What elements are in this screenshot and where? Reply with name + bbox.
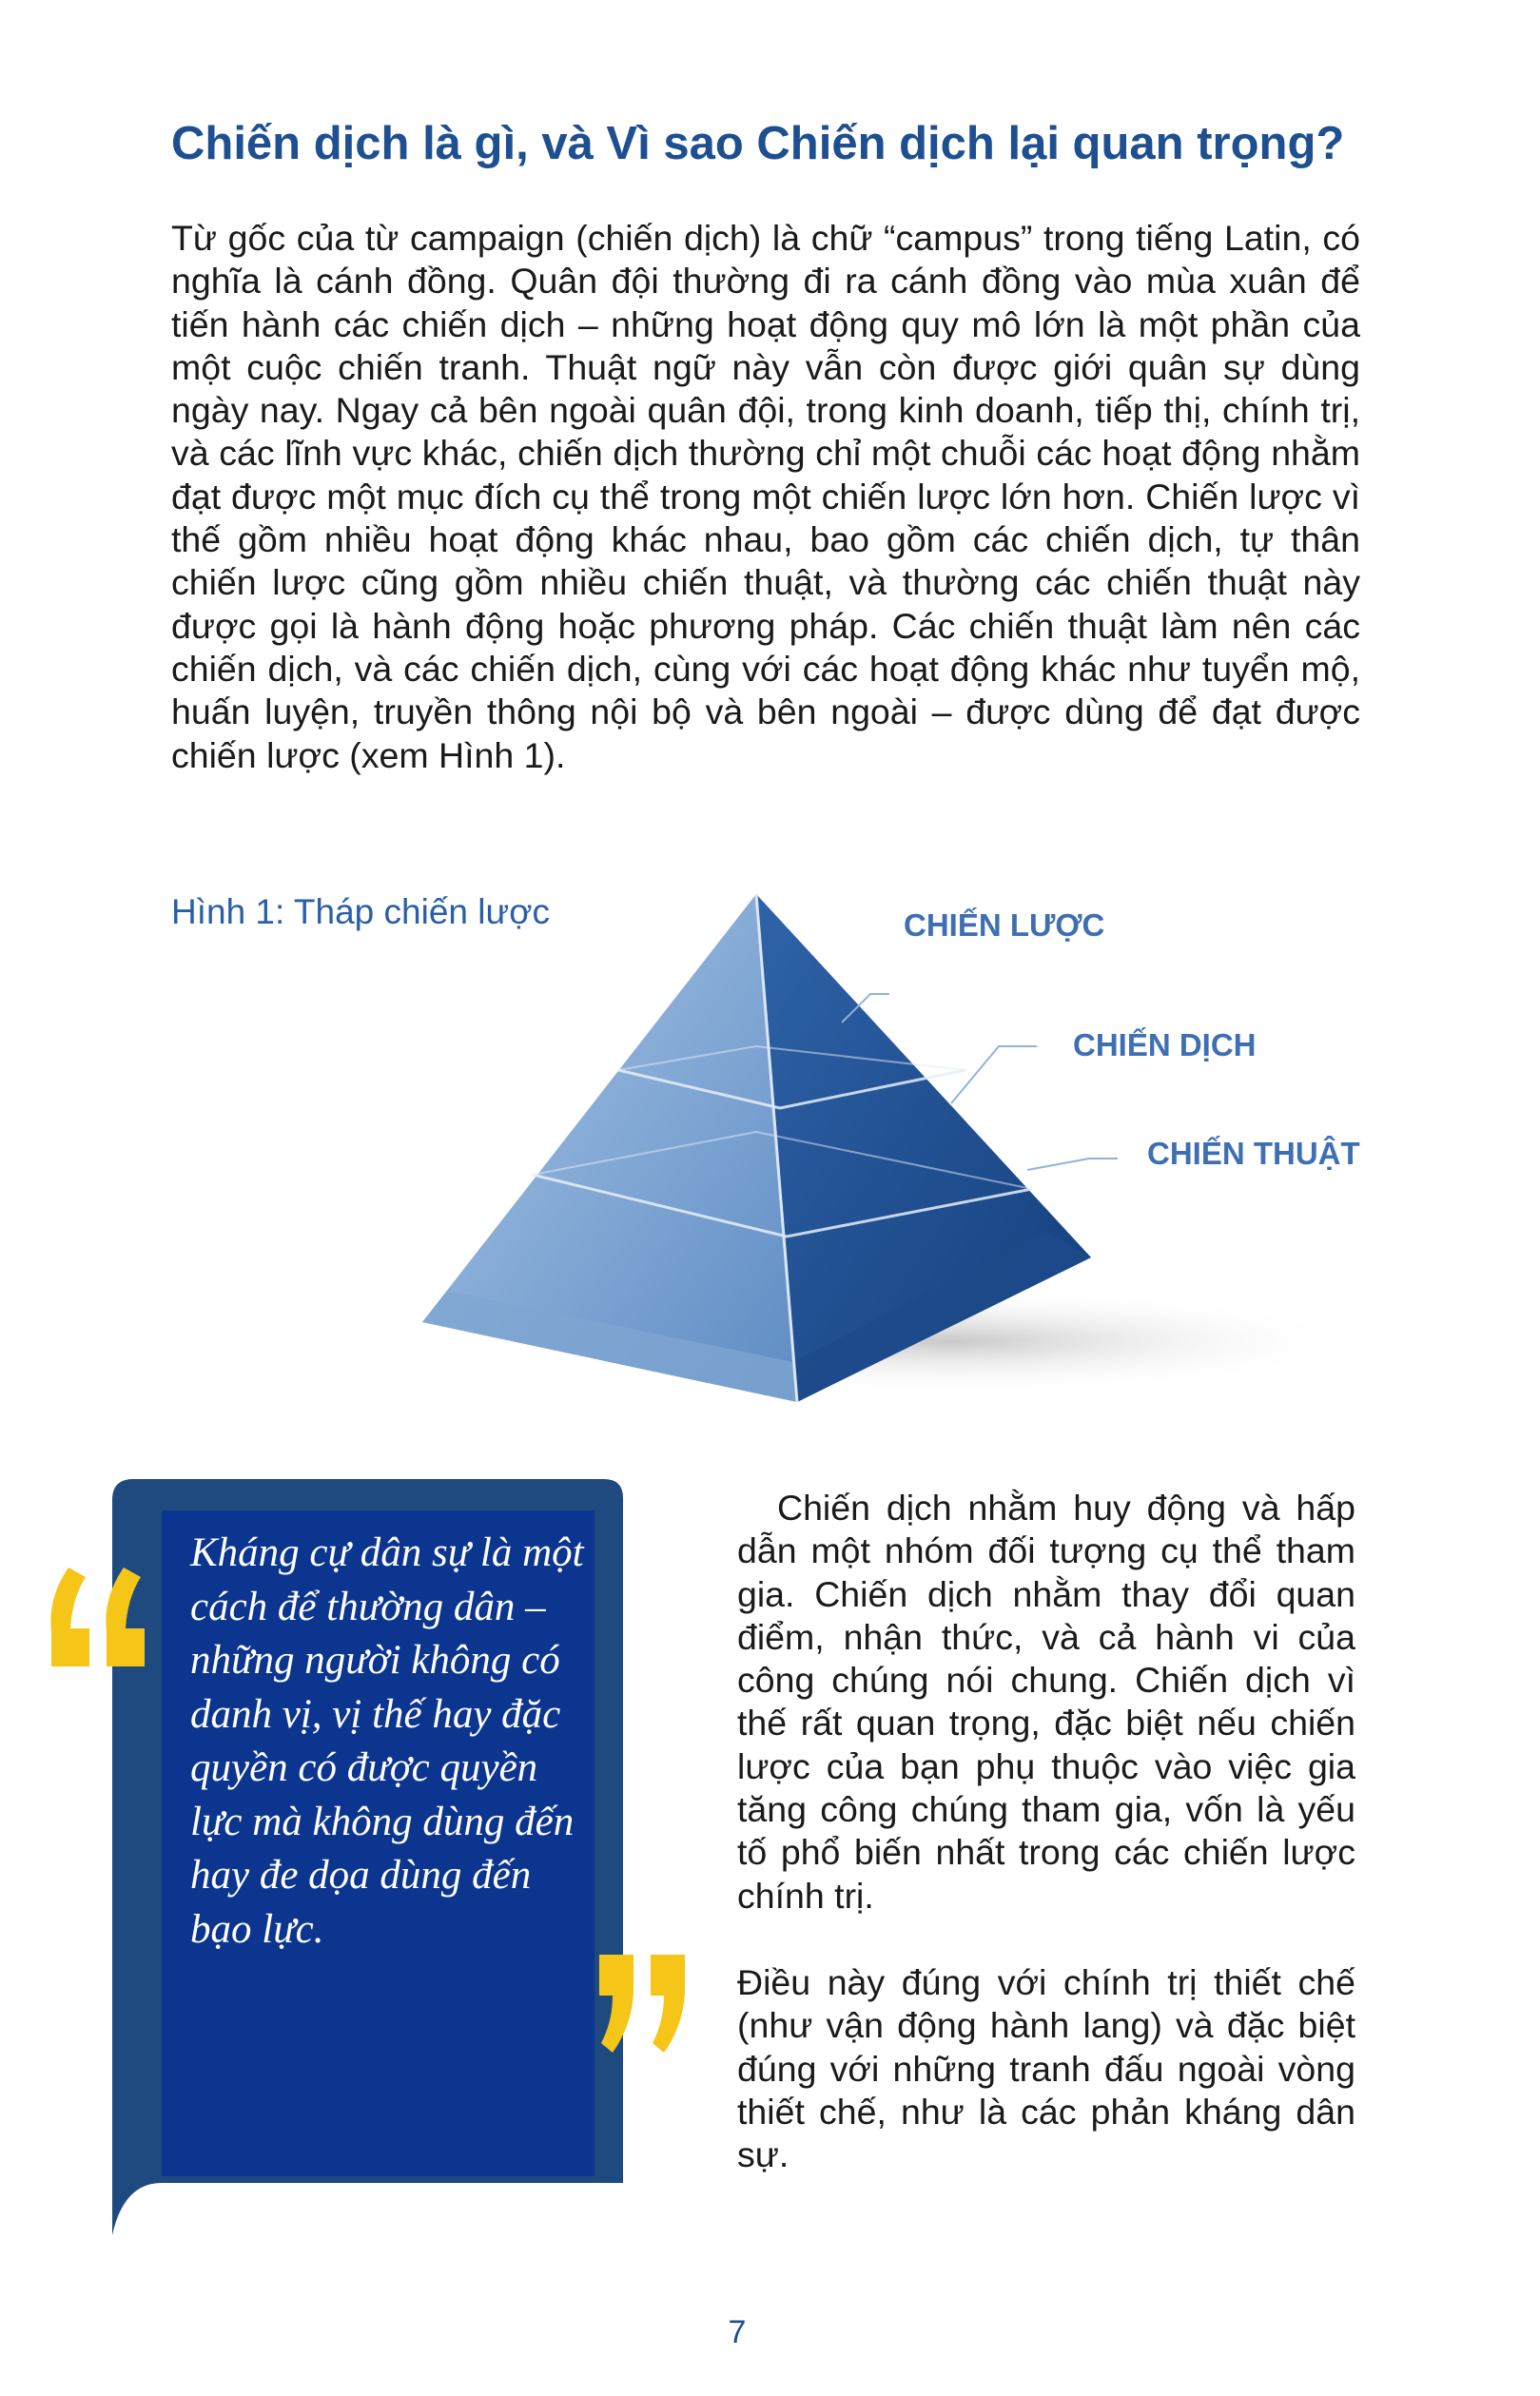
page-number: 7 [728,2314,747,2350]
body-paragraph-2: Điều này đúng với chính trị thiết chế (như vận động hành lang) và đặc biệt đúng với những tranh đấu ngoài vòng thiết chế, như là các phản kháng dân sự. [737,1962,1355,2175]
leader-line-campaign [951,1046,1037,1103]
label-strategy: CHIẾN LƯỢC [904,907,1105,943]
label-campaign: CHIẾN DỊCH [1073,1027,1257,1062]
figure-caption: Hình 1: Tháp chiến lược [171,892,551,931]
leader-line-tactic [1027,1159,1118,1170]
pull-quote-text: Kháng cự dân sự là một cách để thường dân – những người không có danh vị, vị thế hay đặc quyền có được quyền lực mà không dùng đến hay đe dọa dùng đến bạo lực. [190,1530,584,1952]
label-tactic: CHIẾN THUẬT [1147,1136,1360,1171]
open-quote-icon [40,1560,159,1674]
strategy-pyramid-figure [419,875,1389,1427]
body-paragraph-1: Chiến dịch nhằm huy động và hấp dẫn một nhóm đối tượng cụ thể tham gia. Chiến dịch nhằm thay đổi quan điểm, nhận thức, và cả hành vi của công chúng nói chung. Chiến dịch vì thế rất quan trọng, đặc biệt nếu chiến lược của bạn phụ thuộc vào việc gia tăng công chúng tham gia, vốn là yếu tố phổ biến nhất trong các chiến lược chính trị. [737,1488,1355,1916]
intro-paragraph: Từ gốc của từ campaign (chiến dịch) là chữ “campus” trong tiếng Latin, có nghĩa là cánh đồng. Quân đội thường đi ra cánh đồng vào mùa xuân để tiến hành các chiến dịch – những hoạt động quy mô lớn là một phần của một cuộc chiến tranh. Thuật ngữ này vẫn còn được giới quân sự dùng ngày nay. Ngay cả bên ngoài quân đội, trong kinh doanh, tiếp thị, chính trị, và các lĩnh vực khác, chiến dịch thường chỉ một chuỗi các hoạt động nhằm đạt được một mục đích cụ thể trong một chiến lược lớn hơn. Chiến lược vì thế gồm nhiều hoạt động khác nhau, bao gồm các chiến dịch, tự thân chiến lược cũng gồm nhiều chiến thuật, và thường các chiến thuật này được gọi là hành động hoặc phương pháp. Các chiến thuật làm nên các chiến dịch, và các chiến dịch, cùng với các hoạt động khác như tuyển mộ, huấn luyện, truyền thông nội bộ và bên ngoài – được dùng để đạt được chiến lược (xem Hình 1). [171,218,1360,775]
page-title: Chiến dịch là gì, và Vì sao Chiến dịch lại quan trọng? [171,118,1345,169]
close-quote-icon [592,1950,696,2059]
